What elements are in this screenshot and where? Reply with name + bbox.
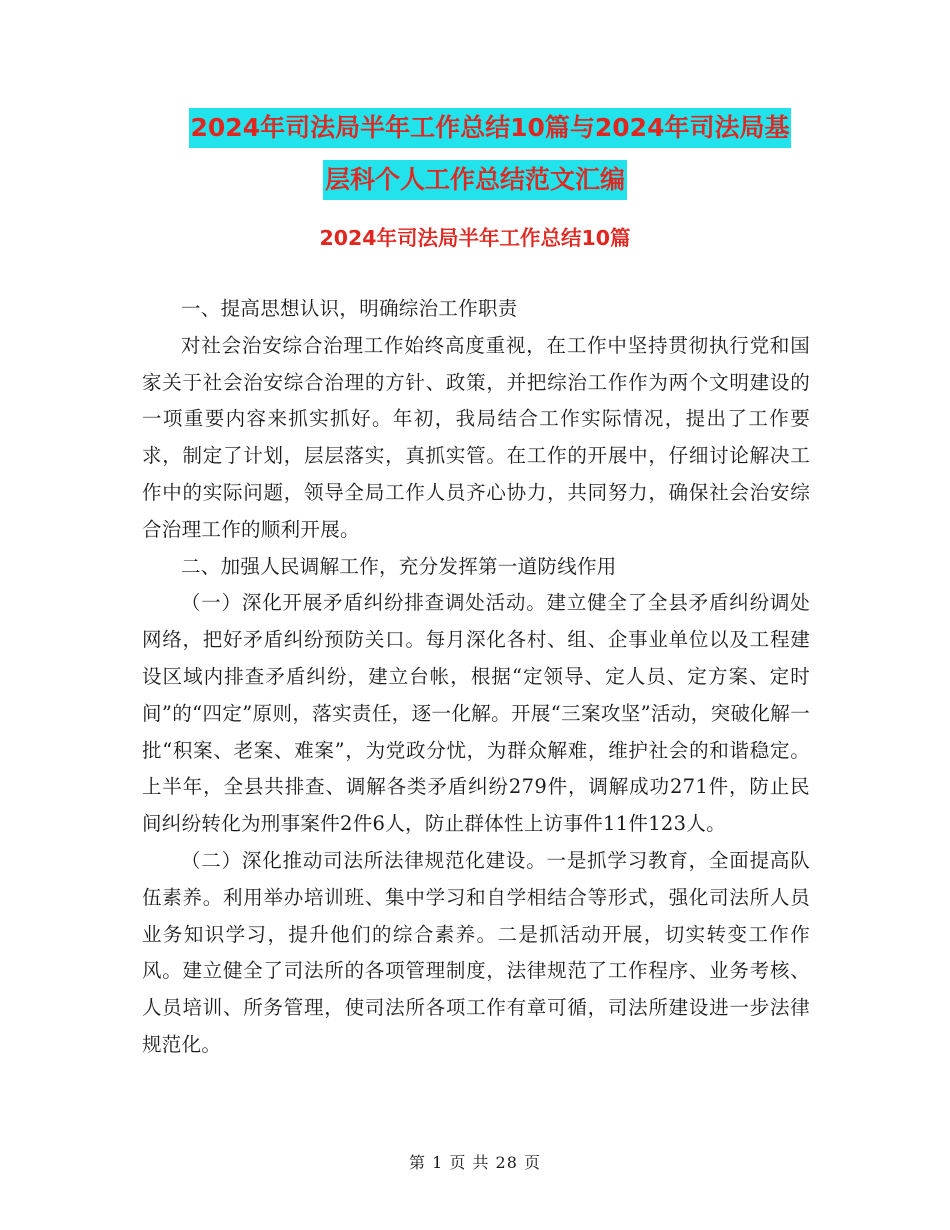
section-heading-2: 二、加强人民调解工作，充分发挥第一道防线作用 [181, 554, 617, 578]
section-heading-1: 一、提高思想认识，明确综治工作职责 [181, 297, 518, 320]
page-number-footer: 第 1 页 共 28 页 [409, 1153, 541, 1172]
body-paragraph: 对社会治安综合治理工作始终高度重视，在工作中坚持贯彻执行党和国家关于社会治安综合治理的方针、政策，并把综治工作作为两个文明建设的一项重要内容来抓实抓好。年初，我局结合工作实际情况，提出了工作要求，制定了计划，层层落实，真抓实管。在工作的开展中，仔细讨论解决工作中的实际问题，领导全局工作人员齐心协力，共同努力，确保社会治安综合治理工作的顺利开展。 [142, 333, 810, 541]
section-subtitle: 2024年司法局半年工作总结10篇 [319, 226, 631, 250]
document-title [0, 108, 950, 200]
body-paragraph: （二）深化推动司法所法律规范化建设。一是抓学习教育，全面提高队伍素养。利用举办培训班、集中学习和自学相结合等形式，强化司法所人员业务知识学习，提升他们的综合素养。二是抓活动开展，切实转变工作作风。建立健全了司法所的各项管理制度，法律规范了工作程序、业务考核、人员培训、所务管理，使司法所各项工作有章可循，司法所建设进一步法律规范化。 [142, 848, 810, 1056]
body-paragraph: （一）深化开展矛盾纠纷排查调处活动。建立健全了全县矛盾纠纷调处网络，把好矛盾纠纷预防关口。每月深化各村、组、企事业单位以及工程建设区域内排查矛盾纠纷，建立台帐，根据“定领导、定人员、定方案、定时间”的“四定”原则，落实责任，逐一化解。开展“三案攻坚”活动，突破化解一批“积案、老案、难案”，为党政分忧，为群众解难，维护社会的和谐稳定。上半年，全县共排查、调解各类矛盾纠纷279件，调解成功271件，防止民间纠纷转化为刑事案件2件6人，防止群体性上访事件11件123人。 [142, 591, 810, 836]
title-line-2: 层科个人工作总结范文汇编 [323, 160, 627, 200]
title-line-1: 2024年司法局半年工作总结10篇与2024年司法局基 [189, 108, 792, 148]
document-body [142, 291, 810, 1064]
